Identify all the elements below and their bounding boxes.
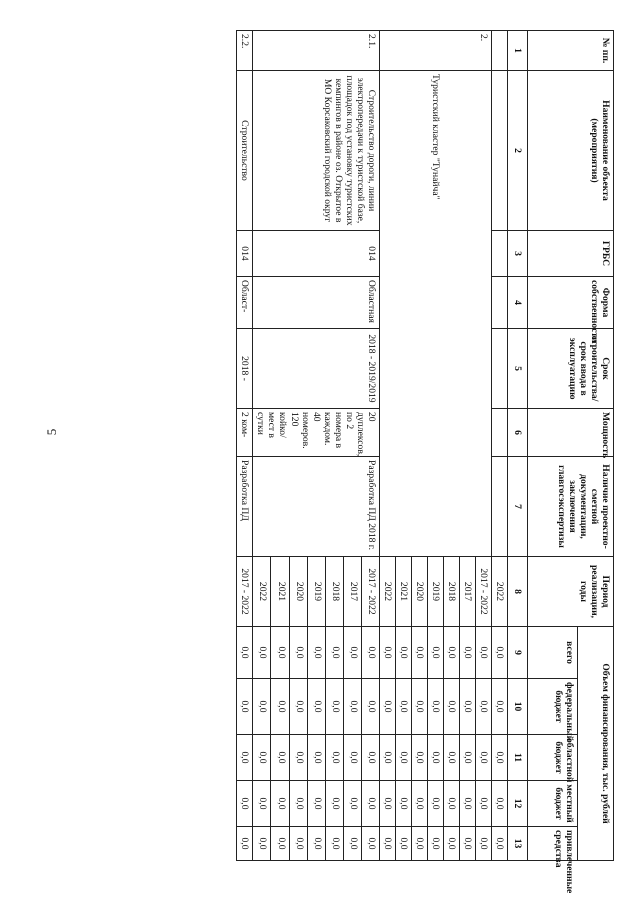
year-cell: 2022	[379, 557, 395, 627]
header-finance: Объем финансирования, тыс. рублей	[578, 627, 614, 861]
value-cell: 0,0	[411, 781, 427, 827]
value-cell: 0,0	[491, 735, 507, 781]
value-cell: 0,0	[475, 627, 491, 679]
value-cell: 0,0	[343, 679, 361, 735]
value-cell: 0,0	[271, 627, 289, 679]
item-grbs: 014	[237, 231, 253, 277]
header-period: Период реализации, годы	[528, 557, 614, 627]
header-row	[578, 31, 614, 861]
item-power: 20 дуплексов, по 2 номера в каждом. 40 номеров. 120 койко/мест в сутки	[253, 409, 379, 457]
value-cell: 0,0	[411, 735, 427, 781]
colnum: 3	[508, 231, 528, 277]
section-number: 2.	[379, 31, 491, 71]
value-cell: 0,0	[289, 735, 307, 781]
value-cell: 0,0	[343, 827, 361, 861]
value-cell: 0,0	[271, 781, 289, 827]
value-cell: 0,0	[343, 627, 361, 679]
year-cell: 2019	[427, 557, 443, 627]
value-cell: 0,0	[491, 781, 507, 827]
year-cell: 2017 - 2022	[361, 557, 379, 627]
value-cell: 0,0	[307, 627, 325, 679]
value-cell: 0,0	[361, 735, 379, 781]
header-psd: Наличие проектно-сметной документации, заключения главгосэкспертизы	[528, 457, 614, 557]
value-cell: 0,0	[491, 627, 507, 679]
item-grbs: 014	[253, 231, 379, 277]
colnum: 1	[508, 31, 528, 71]
value-cell: 0,0	[325, 827, 343, 861]
value-cell: 0,0	[361, 781, 379, 827]
year-cell: 2017 - 2022	[237, 557, 253, 627]
value-cell: 0,0	[343, 781, 361, 827]
section-title: Туристский кластер "Тунайча"	[379, 71, 491, 557]
year-cell: 2022	[253, 557, 271, 627]
value-cell: 0,0	[307, 679, 325, 735]
value-cell: 0,0	[443, 735, 459, 781]
value-cell: 0,0	[411, 827, 427, 861]
colnum: 7	[508, 457, 528, 557]
item-number: 2.1.	[253, 31, 379, 71]
header-federal: федеральный бюджет	[528, 679, 578, 735]
value-cell: 0,0	[459, 781, 475, 827]
rotated-table-container	[29, 30, 614, 894]
year-cell: 2017	[459, 557, 475, 627]
year-cell: 2021	[395, 557, 411, 627]
colnum: 6	[508, 409, 528, 457]
value-cell: 0,0	[411, 627, 427, 679]
header-form: Форма собственности	[528, 277, 614, 329]
value-cell: 0,0	[459, 679, 475, 735]
value-cell: 0,0	[237, 827, 253, 861]
value-cell: 0,0	[475, 735, 491, 781]
value-cell: 0,0	[289, 679, 307, 735]
value-cell: 0,0	[253, 735, 271, 781]
value-cell: 0,0	[253, 627, 271, 679]
value-cell: 0,0	[427, 627, 443, 679]
year-cell: 2021	[271, 557, 289, 627]
value-cell: 0,0	[271, 679, 289, 735]
value-cell: 0,0	[395, 781, 411, 827]
value-cell: 0,0	[491, 679, 507, 735]
value-cell: 0,0	[443, 627, 459, 679]
value-cell: 0,0	[379, 781, 395, 827]
value-cell: 0,0	[237, 781, 253, 827]
value-cell: 0,0	[289, 827, 307, 861]
colnum: 13	[508, 827, 528, 861]
value-cell: 0,0	[459, 735, 475, 781]
value-cell: 0,0	[289, 781, 307, 827]
value-cell: 0,0	[427, 735, 443, 781]
item-term: 2018 - 2019/2019	[253, 329, 379, 409]
value-cell: 0,0	[289, 627, 307, 679]
value-cell: 0,0	[427, 781, 443, 827]
value-cell: 0,0	[379, 827, 395, 861]
column-number-row	[508, 31, 528, 861]
value-cell: 0,0	[325, 781, 343, 827]
value-cell: 0,0	[411, 679, 427, 735]
header-grbs: ГРБС	[528, 231, 614, 277]
colnum: 5	[508, 329, 528, 409]
value-cell: 0,0	[475, 679, 491, 735]
value-cell: 0,0	[443, 679, 459, 735]
header-num: № пп.	[528, 31, 614, 71]
item-name: Строительство	[237, 71, 253, 231]
value-cell: 0,0	[237, 627, 253, 679]
value-cell: 0,0	[325, 627, 343, 679]
year-cell: 2018	[443, 557, 459, 627]
year-cell: 2019	[307, 557, 325, 627]
value-cell: 0,0	[427, 827, 443, 861]
value-cell: 0,0	[253, 781, 271, 827]
value-cell: 0,0	[307, 781, 325, 827]
colnum: 11	[508, 735, 528, 781]
value-cell: 0,0	[443, 827, 459, 861]
value-cell: 0,0	[475, 781, 491, 827]
value-cell: 0,0	[379, 735, 395, 781]
section-2-row	[475, 31, 491, 861]
item-form: Област-	[237, 277, 253, 329]
value-cell: 0,0	[427, 679, 443, 735]
financing-table	[236, 30, 614, 894]
header-attracted: привлеченные средства	[528, 827, 578, 861]
value-cell: 0,0	[271, 827, 289, 861]
header-regional: областной бюджет	[528, 735, 578, 781]
value-cell: 0,0	[271, 735, 289, 781]
item-power: 2 ком-	[237, 409, 253, 457]
year-cell: 2017 - 2022	[475, 557, 491, 627]
item-2-2-row	[237, 31, 253, 861]
item-name: Строительство дороги, линии электропередачи к туристской базе, площадок под установку туристских кемпингов в районе оз. Открытое в МО Корсаковский городской округ	[253, 71, 379, 231]
year-cell: 2018	[325, 557, 343, 627]
value-cell: 0,0	[379, 679, 395, 735]
value-cell: 0,0	[459, 627, 475, 679]
year-cell: 2020	[289, 557, 307, 627]
year-cell: 2020	[411, 557, 427, 627]
colnum: 9	[508, 627, 528, 679]
value-cell: 0,0	[491, 827, 507, 861]
header-term: Срок строительства/срок ввода в эксплуатацию	[528, 329, 614, 409]
colnum: 12	[508, 781, 528, 827]
value-cell: 0,0	[307, 735, 325, 781]
item-form: Областная	[253, 277, 379, 329]
value-cell: 0,0	[475, 827, 491, 861]
item-psd: Разработка ПД	[237, 457, 253, 557]
table-row	[491, 31, 507, 861]
value-cell: 0,0	[443, 781, 459, 827]
value-cell: 0,0	[395, 679, 411, 735]
colnum: 4	[508, 277, 528, 329]
colnum: 10	[508, 679, 528, 735]
header-total: всего	[528, 627, 578, 679]
value-cell: 0,0	[325, 679, 343, 735]
item-2-1-row	[361, 31, 379, 861]
year-cell: 2022	[491, 557, 507, 627]
item-number: 2.2.	[237, 31, 253, 71]
colnum: 2	[508, 71, 528, 231]
value-cell: 0,0	[459, 827, 475, 861]
header-local: местный бюджет	[528, 781, 578, 827]
item-term: 2018 -	[237, 329, 253, 409]
colnum: 8	[508, 557, 528, 627]
value-cell: 0,0	[325, 735, 343, 781]
value-cell: 0,0	[361, 827, 379, 861]
page-number: 5	[44, 428, 59, 436]
value-cell: 0,0	[237, 735, 253, 781]
value-cell: 0,0	[361, 679, 379, 735]
year-cell: 2017	[343, 557, 361, 627]
value-cell: 0,0	[395, 827, 411, 861]
value-cell: 0,0	[237, 679, 253, 735]
header-name: Наименование объекта (мероприятия)	[528, 71, 614, 231]
value-cell: 0,0	[395, 627, 411, 679]
item-psd: Разработка ПД 2018 г.	[253, 457, 379, 557]
value-cell: 0,0	[361, 627, 379, 679]
value-cell: 0,0	[395, 735, 411, 781]
value-cell: 0,0	[343, 735, 361, 781]
header-power: Мощность	[528, 409, 614, 457]
value-cell: 0,0	[379, 627, 395, 679]
value-cell: 0,0	[307, 827, 325, 861]
value-cell: 0,0	[253, 679, 271, 735]
value-cell: 0,0	[253, 827, 271, 861]
